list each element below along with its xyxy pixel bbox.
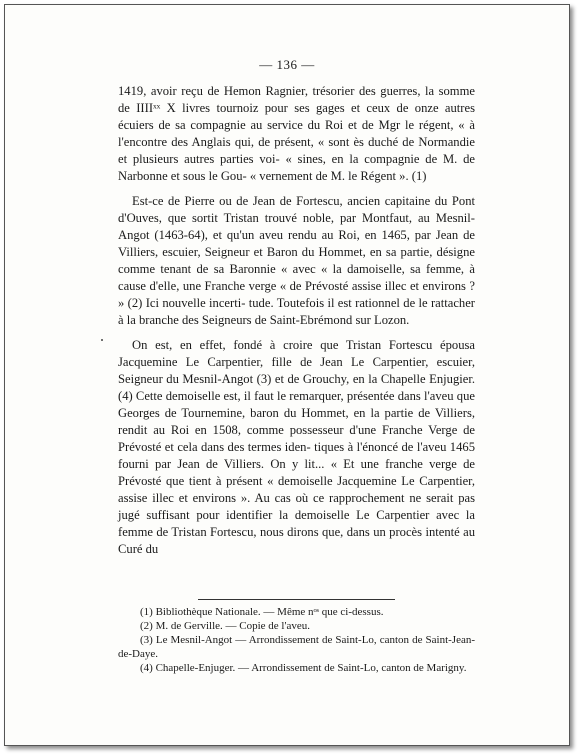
ink-speck <box>101 339 103 341</box>
footnote-2: (2) M. de Gerville. — Copie de l'aveu. <box>140 620 310 632</box>
footnote-1: (1) Bibliothèque Nationale. — Même nᵒˢ que ci-dessus. <box>140 606 384 618</box>
book-page <box>4 4 570 746</box>
footnote-3: (3) Le Mesnil-Angot — Arrondissement de Saint-Lo, canton de Saint-Jean-de-Daye. <box>118 634 475 660</box>
footnotes <box>118 605 475 675</box>
body-text <box>118 83 475 566</box>
paragraph-1: 1419, avoir reçu de Hemon Ragnier, trésorier des guerres, la somme de IIIIˣˣ X livres tournoiz pour ses gages et ceux de onze autres écuiers de sa compagnie au service du Roi et de Mgr le régent, « à l'encontre des Anglais qui, de présent, « sont ès duché de Normandie et plusieurs autres parties voi- « sines, en la compagnie de M. de Narbonne et sous le Gou- « vernement de M. le Régent ». (1) <box>118 84 475 183</box>
footnote-4: (4) Chapelle-Enjuger. — Arrondissement de Saint-Lo, canton de Marigny. <box>140 662 467 674</box>
paragraph-2: Est-ce de Pierre ou de Jean de Fortescu, ancien capitaine du Pont d'Ouves, que sortit Tristan trouvé noble, par Montfaut, au Mesnil-Angot (1463-64), et qu'un aveu rendu au Roi, en 1465, par Jean de Villiers, escuier, Seigneur et Baron du Hommet, en sa partie, désigne comme tenant de sa Baronnie « avec « la damoiselle, sa femme, à cause d'elle, une Franche verge « de Prévosté assise illec et environs ? » (2) Ici nouvelle incerti- tude. Toutefois il est rationnel de le rattacher à la branche des Seigneurs de Saint-Ebrémond sur Lozon. <box>118 194 475 327</box>
paragraph-3: On est, en effet, fondé à croire que Tristan Fortescu épousa Jacquemine Le Carpentier, fille de Jean Le Carpentier, escuier, Seigneur du Mesnil-Angot (3) et de Grouchy, en la Chapelle Enjugier. (4) Cette demoiselle est, il faut le remarquer, présentée dans l'aveu que Georges de Tournemine, baron du Hommet, en la partie de Villiers, rendit au Roi en 1508, comme possesseur d'une Franche Verge de Prévosté et cela dans des termes iden- tiques à l'énoncé de l'aveu 1465 fourni par Jean de Villiers. On y lit... « Et une franche verge de Prévosté que tient à présent « demoiselle Jacquemine Le Carpentier, assise illec et environs ». Au cas où ce rapprochement ne serait pas jugé suffisant pour identifier la demoiselle Le Carpentier avec la femme de Tristan Fortescu, nous dirons que, dans un procès intenté au Curé du <box>118 338 475 556</box>
page-number: — 136 — <box>259 57 315 72</box>
footnote-divider <box>198 599 395 600</box>
